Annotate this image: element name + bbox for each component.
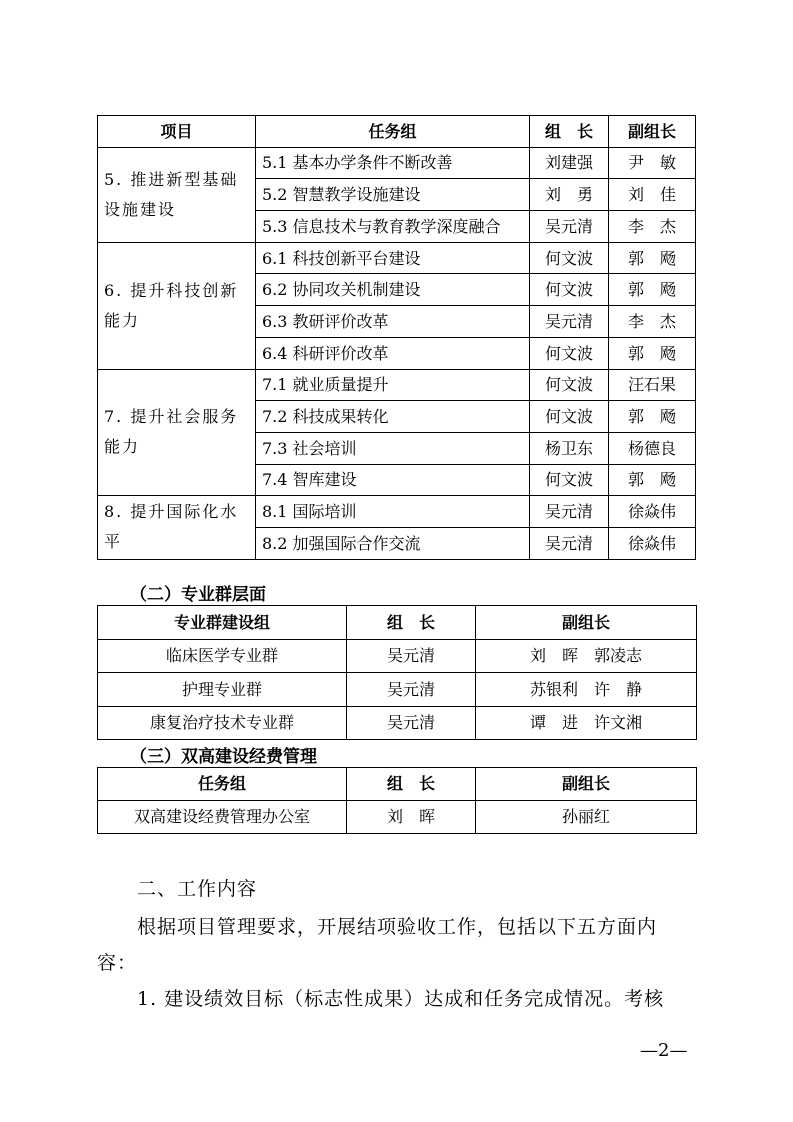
header-leader: 组 长 xyxy=(347,768,476,801)
deputy-cell: 尹 敏 xyxy=(609,147,696,179)
leader-cell: 吴元清 xyxy=(347,639,476,673)
task-cell: 5.1 基本办学条件不断改善 xyxy=(256,147,530,179)
table-row xyxy=(98,242,696,274)
deputy-cell: 徐焱伟 xyxy=(609,496,696,528)
table-header-row xyxy=(98,606,697,640)
group-cell: 护理专业群 xyxy=(98,673,347,707)
project-cell: 5. 推进新型基础设施建设 xyxy=(98,147,256,242)
header-group: 专业群建设组 xyxy=(98,606,347,640)
section-heading: 二、工作内容 xyxy=(137,878,258,900)
header-deputy: 副组长 xyxy=(609,116,696,148)
leader-cell: 何文波 xyxy=(530,369,609,401)
task-cell: 7.2 科技成果转化 xyxy=(256,401,530,433)
header-deputy: 副组长 xyxy=(476,768,697,801)
group-cell: 双高建设经费管理办公室 xyxy=(98,801,347,834)
deputy-cell: 汪石果 xyxy=(609,369,696,401)
deputy-cell: 李 杰 xyxy=(609,306,696,338)
task-cell: 7.4 智库建设 xyxy=(256,464,530,496)
table-row xyxy=(98,801,697,834)
deputy-cell: 郭 飏 xyxy=(609,242,696,274)
deputy-cell: 谭 进 许文湘 xyxy=(476,706,697,740)
table-row xyxy=(98,496,696,528)
page-number: —2— xyxy=(640,1040,688,1061)
funding-management-table xyxy=(97,767,697,834)
project-cell: 7. 提升社会服务能力 xyxy=(98,369,256,496)
leader-cell: 吴元清 xyxy=(530,211,609,243)
leader-cell: 吴元清 xyxy=(530,496,609,528)
section2-title: （二）专业群层面 xyxy=(130,585,266,605)
task-cell: 6.3 教研评价改革 xyxy=(256,306,530,338)
deputy-cell: 杨德良 xyxy=(609,432,696,464)
group-cell: 康复治疗技术专业群 xyxy=(98,706,347,740)
deputy-cell: 郭 飏 xyxy=(609,337,696,369)
leader-cell: 何文波 xyxy=(530,401,609,433)
leader-cell: 何文波 xyxy=(530,337,609,369)
task-cell: 8.1 国际培训 xyxy=(256,496,530,528)
section3-title: （三）双高建设经费管理 xyxy=(130,747,317,767)
header-leader: 组 长 xyxy=(530,116,609,148)
paragraph-line: 1. 建设绩效目标（标志性成果）达成和任务完成情况。考核 xyxy=(137,988,665,1010)
leader-cell: 何文波 xyxy=(530,274,609,306)
task-cell: 5.2 智慧教学设施建设 xyxy=(256,179,530,211)
leader-cell: 刘建强 xyxy=(530,147,609,179)
table-row xyxy=(98,706,697,740)
leader-cell: 何文波 xyxy=(530,242,609,274)
leader-cell: 吴元清 xyxy=(530,527,609,559)
header-project: 项目 xyxy=(98,116,256,148)
leader-cell: 吴元清 xyxy=(347,706,476,740)
table-row xyxy=(98,639,697,673)
deputy-cell: 郭 飏 xyxy=(609,401,696,433)
deputy-cell: 郭 飏 xyxy=(609,274,696,306)
task-cell: 6.1 科技创新平台建设 xyxy=(256,242,530,274)
leader-cell: 吴元清 xyxy=(347,673,476,707)
project-cell: 6. 提升科技创新能力 xyxy=(98,242,256,369)
table-row xyxy=(98,673,697,707)
paragraph-line: 容： xyxy=(97,952,138,974)
header-task-group: 任务组 xyxy=(256,116,530,148)
task-cell: 5.3 信息技术与教育教学深度融合 xyxy=(256,211,530,243)
task-cell: 6.4 科研评价改革 xyxy=(256,337,530,369)
specialty-group-table xyxy=(97,605,697,740)
table-header-row xyxy=(98,768,697,801)
deputy-cell: 苏银利 许 静 xyxy=(476,673,697,707)
deputy-cell: 刘 晖 郭凌志 xyxy=(476,639,697,673)
header-task-group: 任务组 xyxy=(98,768,347,801)
task-cell: 8.2 加强国际合作交流 xyxy=(256,527,530,559)
paragraph-line: 根据项目管理要求，开展结项验收工作，包括以下五方面内 xyxy=(137,916,658,938)
task-cell: 6.2 协同攻关机制建设 xyxy=(256,274,530,306)
table-row xyxy=(98,369,696,401)
project-task-table xyxy=(97,115,696,560)
task-cell: 7.3 社会培训 xyxy=(256,432,530,464)
table-row xyxy=(98,147,696,179)
table-header-row xyxy=(98,116,696,148)
leader-cell: 何文波 xyxy=(530,464,609,496)
header-leader: 组 长 xyxy=(347,606,476,640)
project-cell: 8. 提升国际化水平 xyxy=(98,496,256,559)
deputy-cell: 孙丽红 xyxy=(476,801,697,834)
deputy-cell: 刘 佳 xyxy=(609,179,696,211)
group-cell: 临床医学专业群 xyxy=(98,639,347,673)
leader-cell: 杨卫东 xyxy=(530,432,609,464)
deputy-cell: 郭 飏 xyxy=(609,464,696,496)
deputy-cell: 李 杰 xyxy=(609,211,696,243)
header-deputy: 副组长 xyxy=(476,606,697,640)
leader-cell: 刘 勇 xyxy=(530,179,609,211)
deputy-cell: 徐焱伟 xyxy=(609,527,696,559)
leader-cell: 刘 晖 xyxy=(347,801,476,834)
task-cell: 7.1 就业质量提升 xyxy=(256,369,530,401)
leader-cell: 吴元清 xyxy=(530,306,609,338)
